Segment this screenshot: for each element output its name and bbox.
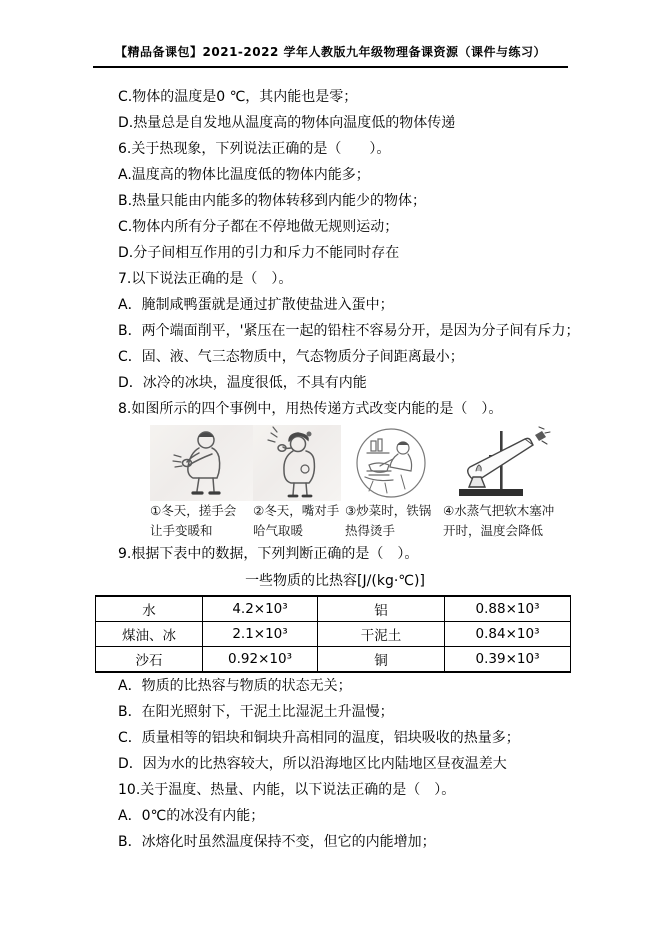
option-line-q10a: A．0℃的冰没有内能；: [118, 808, 265, 824]
figure3-caption-line2: 热得烫手: [345, 523, 396, 538]
substance-cell: 煤油、冰: [96, 622, 203, 647]
option-line-q9d: D．因为水的比热容较大，所以沿海地区比内陆地区昼夜温差大: [118, 756, 507, 772]
table-row: [96, 596, 571, 622]
question8-prompt: 8.如图所示的四个事例中，用热传递方式改变内能的是（ ）。: [118, 401, 503, 417]
option-line-q9c: C．质量相等的铝块和铜块升高相同的温度，铝块吸收的热量多；: [118, 730, 520, 746]
person-rubbing-hands-icon: [150, 425, 253, 501]
specific-heat-table-title: 一些物质的比热容[J/(kg·℃)]: [245, 573, 425, 589]
figure-panel-3: [345, 425, 440, 541]
option-line-q9b: B．在阳光照射下，干泥土比湿泥土升温慢；: [118, 704, 394, 720]
option-line-q9a: A．物质的比热容与物质的状态无关；: [118, 678, 352, 694]
option-line-q6d: D.分子间相互作用的引力和斥力不能同时存在: [118, 245, 400, 261]
question10-prompt: 10.关于温度、热量、内能，以下说法正确的是（ ）。: [118, 782, 456, 798]
figure3-caption-line1: ③炒菜时，铁锅: [345, 503, 432, 518]
question8-figure-strip: [150, 425, 575, 541]
header-title: 【精品备课包】2021-2022 学年人教版九年级物理备课资源（课件与练习）: [115, 45, 546, 59]
figure-panel-4: [443, 425, 555, 541]
figure4-caption-line1: ④水蒸气把软木塞冲: [443, 503, 555, 518]
substance-cell: 铜: [318, 647, 445, 673]
stir-fry-wok-scene-icon: [345, 425, 440, 501]
value-cell: 0.84×10³: [445, 622, 571, 647]
option-line-q5d: D.热量总是自发地从温度高的物体向温度低的物体传递: [118, 115, 456, 131]
option-line-q6a: A.温度高的物体比温度低的物体内能多；: [118, 167, 370, 183]
substance-cell: 干泥土: [318, 622, 445, 647]
figure-panel-1: [150, 425, 253, 541]
substance-cell: 沙石: [96, 647, 203, 673]
option-line-q5c: C.物体的温度是0 ℃，其内能也是零；: [118, 89, 358, 105]
option-line-q6c: C.物体内所有分子都在不停地做无规则运动；: [118, 219, 399, 235]
substance-cell: 铝: [318, 596, 445, 622]
figure-panel-2: [253, 425, 341, 541]
worksheet-content: [95, 84, 580, 855]
question7-prompt: 7.以下说法正确的是（ ）。: [118, 271, 293, 287]
option-line-q7b: B．两个端面削平，'紧压在一起的铅柱不容易分开，是因为分子间有斥力；: [118, 323, 580, 339]
value-cell: 2.1×10³: [203, 622, 318, 647]
option-line-q7d: D．冰冷的冰块，温度很低，不具有内能: [118, 375, 367, 391]
value-cell: 0.88×10³: [445, 596, 571, 622]
option-line-q6b: B.热量只能由内能多的物体转移到内能少的物体；: [118, 193, 427, 209]
table-row: [96, 647, 571, 673]
page-header: [93, 0, 568, 68]
value-cell: 4.2×10³: [203, 596, 318, 622]
figure2-caption-line1: ②冬天，嘴对手: [253, 503, 340, 518]
figure4-caption-line2: 开时，温度会降低: [443, 523, 544, 538]
figure2-caption-line2: 哈气取暖: [253, 523, 304, 538]
value-cell: 0.39×10³: [445, 647, 571, 673]
figure1-caption-line2: 让手变暖和: [150, 523, 213, 538]
person-breathing-on-hands-icon: [253, 425, 341, 501]
question9-prompt: 9.根据下表中的数据，下列判断正确的是（ ）。: [118, 546, 419, 562]
table-row: [96, 622, 571, 647]
substance-cell: 水: [96, 596, 203, 622]
question6-prompt: 6.关于热现象，下列说法正确的是（ ）。: [118, 141, 391, 157]
figure1-caption-line1: ①冬天，搓手会: [150, 503, 237, 518]
specific-heat-table: [95, 595, 571, 673]
option-line-q7a: A．腌制咸鸭蛋就是通过扩散使盐进入蛋中；: [118, 297, 394, 313]
steam-cork-apparatus-icon: [443, 425, 555, 501]
option-line-q7c: C．固、液、气三态物质中，气态物质分子间距离最小；: [118, 349, 464, 365]
value-cell: 0.92×10³: [203, 647, 318, 673]
option-line-q10b: B．冰熔化时虽然温度保持不变，但它的内能增加；: [118, 834, 436, 850]
